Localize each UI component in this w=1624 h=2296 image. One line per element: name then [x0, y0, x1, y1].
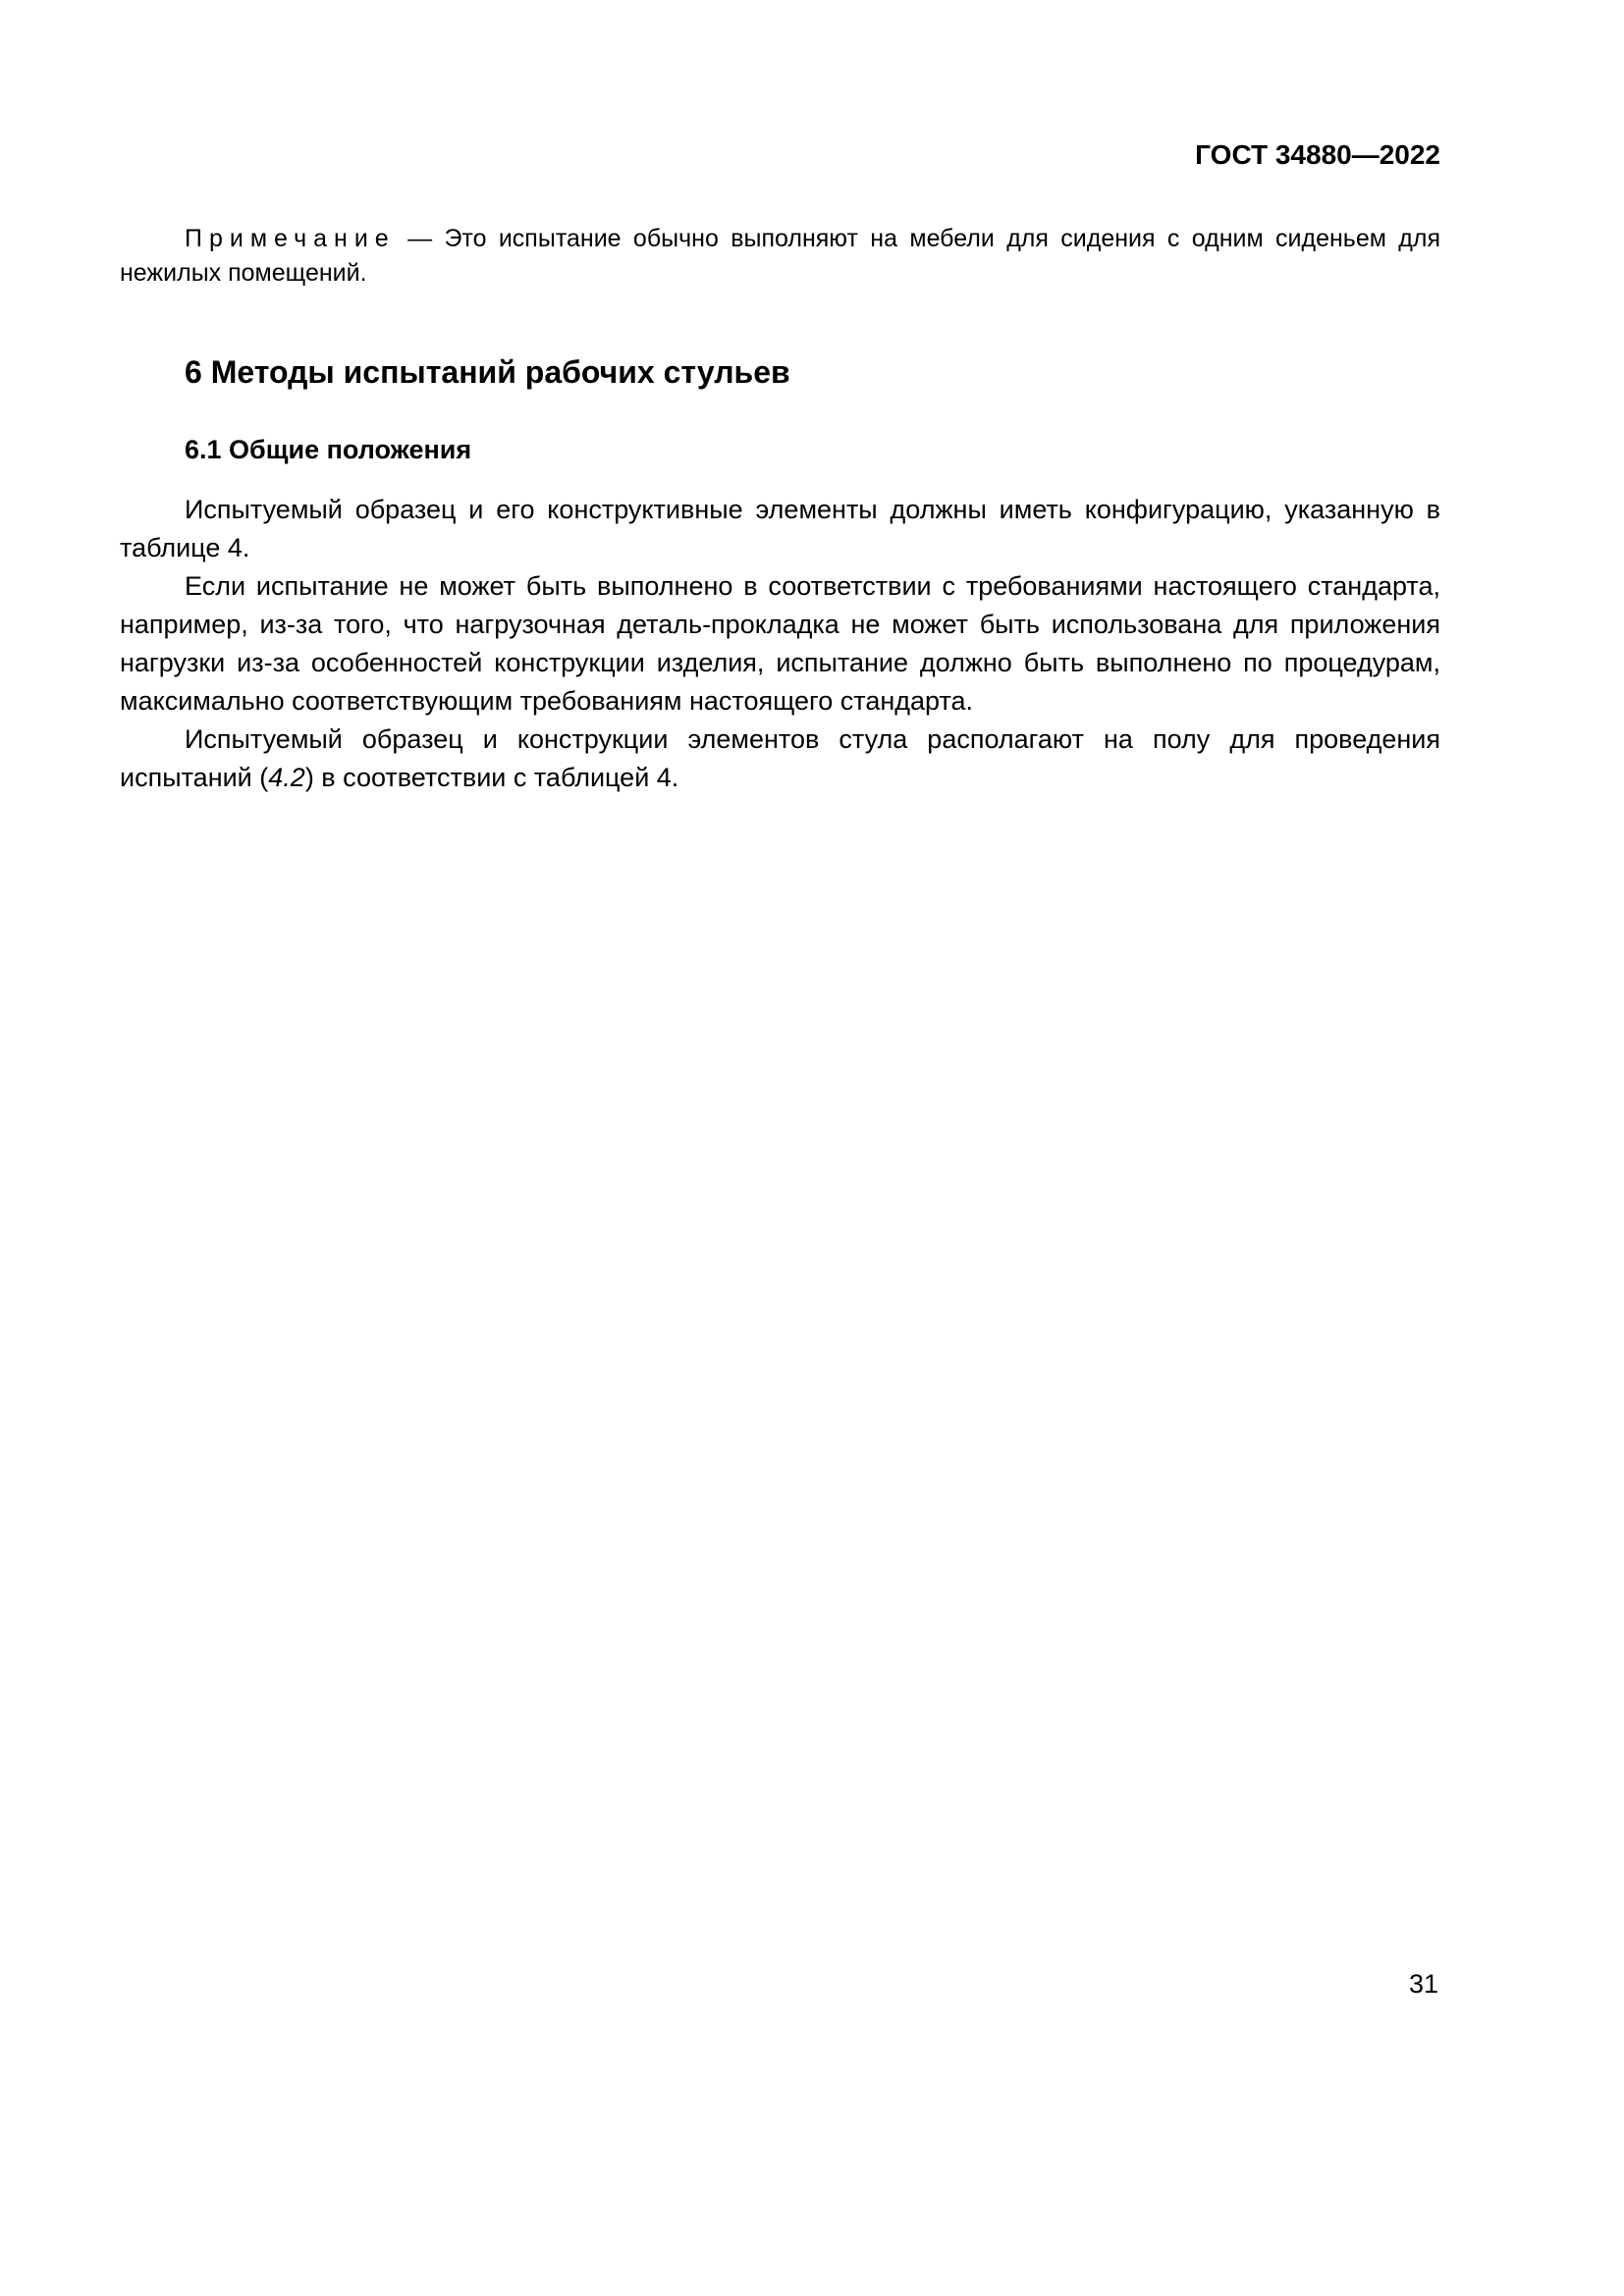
paragraph-1: Испытуемый образец и его конструктивные элементы должны иметь конфигурацию, указанную в таблице 4.: [120, 495, 1440, 562]
page-content: [120, 139, 1440, 797]
section-heading: 6 Методы испытаний рабочих стульев: [185, 354, 790, 390]
subsection-heading: 6.1 Общие положения: [185, 435, 472, 464]
note: [120, 222, 1440, 291]
paragraph-3-clause-reference: 4.2: [268, 763, 305, 792]
note-label: Примечание: [185, 225, 396, 252]
page-number: 31: [1408, 1969, 1438, 1999]
note-text: — Это испытание обычно выполняют на мебели для сидения с одним сиденьем для нежилых помещений.: [120, 225, 1440, 287]
paragraph-3-text-end: ) в соответствии с таблицей 4.: [304, 763, 679, 792]
paragraph-3: [120, 721, 1440, 797]
paragraph-2: Если испытание не может быть выполнено в соответствии с требованиями настоящего стандарта, например, из-за того, что нагрузочная деталь-прокладка не может быть использована для приложения нагрузки из-за особенностей конструкции изделия, испытание должно быть выполнено по процедурам, максимально соответствующим требованиям настоящего стандарта.: [120, 571, 1440, 716]
paragraph-3-text-start: Испытуемый образец и конструкции элементов стула располагают на полу для проведения испытаний (: [120, 724, 1440, 792]
document-code-header: ГОСТ 34880—2022: [1195, 139, 1440, 170]
